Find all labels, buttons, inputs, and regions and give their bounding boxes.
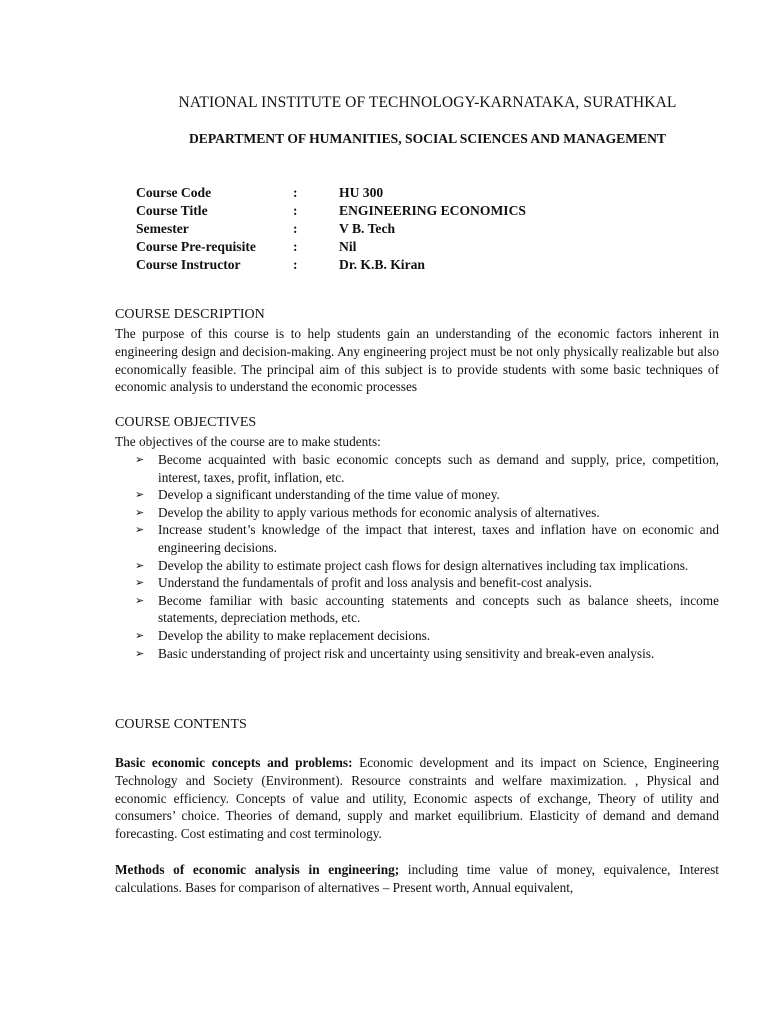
list-item — [115, 557, 719, 575]
list-item — [115, 486, 719, 504]
course-info-value: V B. Tech — [339, 221, 396, 236]
course-info-label: Course Pre-requisite — [136, 239, 256, 254]
list-item — [115, 592, 719, 627]
course-info-label: Semester — [136, 221, 189, 236]
objective-text: Develop the ability to estimate project cash flows for design alternatives including tax implications. — [158, 557, 689, 573]
arrow-bullet-icon: ➢ — [135, 628, 145, 642]
course-contents-heading: COURSE CONTENTS — [115, 717, 247, 732]
list-item — [115, 504, 719, 522]
objective-text: Understand the fundamentals of profit and loss analysis and benefit-cost analysis. — [158, 575, 592, 591]
contents-topic-paragraph — [115, 754, 719, 843]
department-name: DEPARTMENT OF HUMANITIES, SOCIAL SCIENCES AND MANAGEMENT — [188, 131, 666, 146]
course-info-separator: : — [293, 257, 298, 272]
arrow-bullet-icon: ➢ — [135, 505, 145, 519]
topic-text: including time value of money, equivalence, Interest calculations. Bases for comparison of alternatives – Present worth, Annual equivalent, — [115, 862, 720, 895]
list-item — [115, 521, 719, 556]
list-item — [115, 574, 719, 592]
course-info-separator: : — [293, 239, 298, 254]
topic-heading: Methods of economic analysis in engineering; — [115, 862, 400, 877]
contents-topic-paragraph — [115, 861, 719, 897]
arrow-bullet-icon: ➢ — [135, 646, 145, 660]
topic-text: Economic development and its impact on Science, Engineering Technology and Society (Environment). Resource constraints and welfare maximization. , Physical and economic efficiency. Concepts of value and utility, Economic aspects of exchange, Theory of utility and consumers’ choice. Theories of demand, supply and market equilibrium. Elasticity of demand and demand forecasting. Cost estimating and cost terminology. — [115, 755, 719, 842]
course-description-text: The purpose of this course is to help students gain an understanding of the economic factors inherent in engineering design and decision-making. Any engineering project must be not only physically realizable but also economically feasible. The principal aim of this subject is to provide students with some basic techniques of economic analysis to understand the economic processes — [115, 326, 719, 395]
course-info-label: Course Code — [136, 185, 212, 200]
arrow-bullet-icon: ➢ — [135, 558, 145, 572]
arrow-bullet-icon: ➢ — [135, 453, 145, 466]
course-info-value: Nil — [339, 239, 357, 254]
course-info-value: HU 300 — [339, 185, 384, 200]
objective-text: Become acquainted with basic economic concepts such as demand and supply, price, competition, interest, taxes, profit, inflation, etc. — [158, 452, 719, 485]
course-info-value: Dr. K.B. Kiran — [339, 257, 425, 272]
arrow-bullet-icon: ➢ — [135, 488, 145, 502]
course-description-heading: COURSE DESCRIPTION — [115, 307, 265, 322]
course-objectives-heading: COURSE OBJECTIVES — [115, 415, 257, 430]
arrow-bullet-icon: ➢ — [135, 576, 145, 590]
course-objectives-intro: The objectives of the course are to make students: — [115, 434, 381, 449]
course-info-separator: : — [293, 203, 298, 218]
objective-text: Develop the ability to make replacement decisions. — [158, 627, 431, 643]
objective-text: Develop a significant understanding of the time value of money. — [158, 487, 500, 503]
institute-name: NATIONAL INSTITUTE OF TECHNOLOGY-KARNATAKA, SURATHKAL — [178, 94, 677, 111]
objective-text: Basic understanding of project risk and uncertainty using sensitivity and break-even analysis. — [158, 645, 655, 661]
objective-text: Increase student’s knowledge of the impact that interest, taxes and inflation have on economic and engineering decisions. — [158, 522, 719, 555]
list-item — [115, 451, 719, 486]
list-item — [115, 627, 719, 645]
objectives-list — [115, 451, 719, 662]
arrow-bullet-icon: ➢ — [135, 523, 145, 537]
course-info-label: Course Title — [136, 203, 208, 218]
list-item — [115, 645, 719, 663]
course-info-label: Course Instructor — [136, 257, 241, 272]
arrow-bullet-icon: ➢ — [135, 593, 145, 607]
course-info-value: ENGINEERING ECONOMICS — [339, 203, 526, 218]
objective-text: Develop the ability to apply various methods for economic analysis of alternatives. — [158, 504, 600, 520]
course-info-separator: : — [293, 221, 298, 236]
topic-heading: Basic economic concepts and problems: — [115, 755, 353, 770]
objective-text: Become familiar with basic accounting statements and concepts such as balance sheets, income statements, depreciation methods, etc. — [158, 592, 719, 626]
course-info-separator: : — [293, 185, 298, 200]
